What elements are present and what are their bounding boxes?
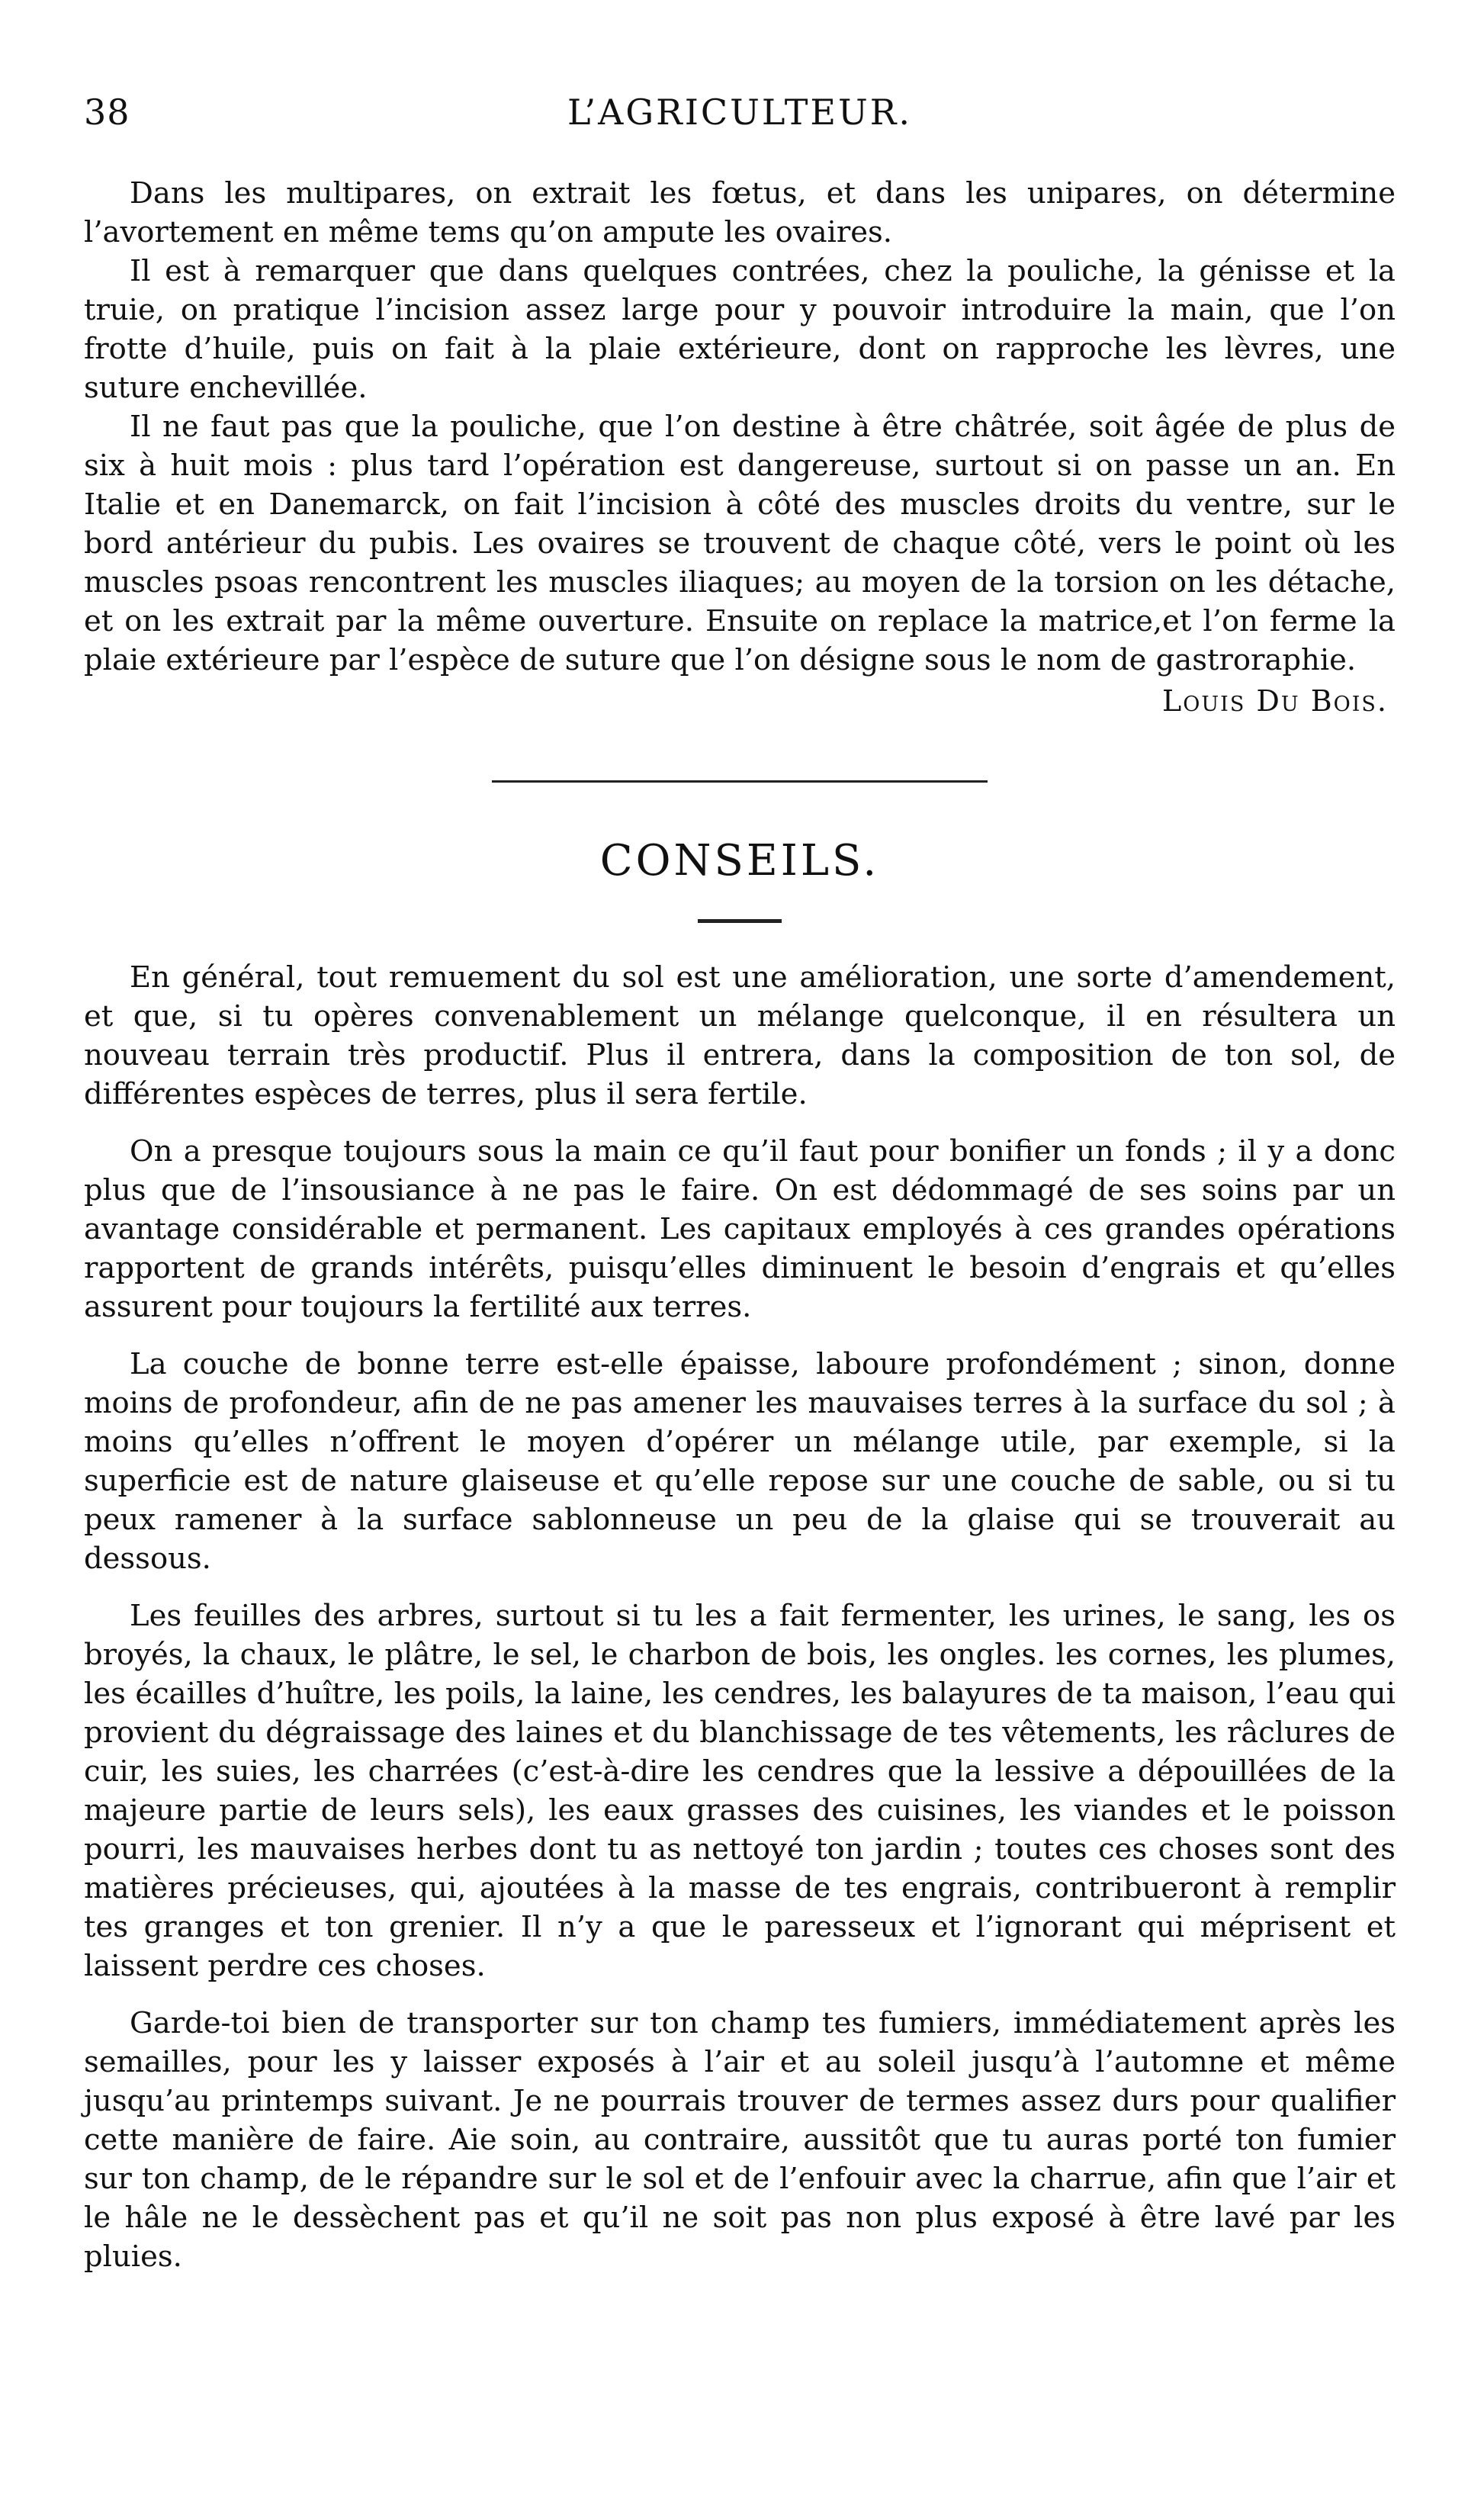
section-divider	[492, 780, 988, 783]
paragraph: On a presque toujours sous la main ce qu’il faut pour bonifier un fonds ; il y a donc plus que de l’insousiance à ne pas le faire. On est dédommagé de ses soins par un avantage considérable et permanent. Les capitaux employés à ces grandes opérations rapportent de grands intérêts, puisqu’elles diminuent le besoin d’engrais et qu’elles assurent pour toujours la fertilité aux terres.	[84, 1134, 1396, 1324]
book-page	[84, 92, 1396, 2276]
section-title: CONSEILS.	[599, 836, 880, 886]
author-signature: Louis Du Bois.	[1162, 684, 1388, 718]
article-castration	[84, 174, 1396, 718]
paragraph: Il est à remarquer que dans quelques contrées, chez la pouliche, la génisse et la truie, on pratique l’incision assez large pour y pouvoir introduire la main, que l’on frotte d’huile, puis on fait à la plaie extérieure, dont on rapproche les lèvres, une suture enchevillée.	[84, 254, 1396, 405]
article-conseils	[84, 958, 1396, 2276]
paragraph: Il ne faut pas que la pouliche, que l’on destine à être châtrée, soit âgée de plus de six à huit mois : plus tard l’opération est dangereuse, surtout si on passe un an. En Italie et en Danemarck, on fait l’incision à côté des muscles droits du ventre, sur le bord antérieur du pubis. Les ovaires se trouvent de chaque côté, vers le point où les muscles psoas rencontrent les muscles iliaques; au moyen de la torsion on les détache, et on les extrait par la même ouverture. Ensuite on replace la matrice,et l’on ferme la plaie extérieure par l’espèce de suture que l’on désigne sous le nom de gastroraphie.	[84, 410, 1396, 677]
paragraph: En général, tout remuement du sol est une amélioration, une sorte d’amendement, et que, si tu opères convenablement un mélange quelconque, il en résultera un nouveau terrain très productif. Plus il entrera, dans la composition de ton sol, de différentes espèces de terres, plus il sera fertile.	[84, 960, 1396, 1111]
title-rule	[698, 919, 782, 923]
paragraph: Dans les multipares, on extrait les fœtus, et dans les unipares, on détermine l’avortement en même tems qu’on ampute les ovaires.	[84, 176, 1396, 249]
paragraph: Les feuilles des arbres, surtout si tu les a fait fermenter, les urines, le sang, les os broyés, la chaux, le plâtre, le sel, le charbon de bois, les ongles. les cornes, les plumes, les écailles d’huître, les poils, la laine, les cendres, les balayures de ta maison, l’eau qui provient du dégraissage des laines et du blanchissage de tes vêtements, les râclures de cuir, les suies, les charrées (c’est-à-dire les cendres que la lessive a dépouillées de la majeure partie de leurs sels), les eaux grasses des cuisines, les viandes et le poisson pourri, les mauvaises herbes dont tu as nettoyé ton jardin ; toutes ces choses sont des matières précieuses, qui, ajoutées à la masse de tes engrais, contribueront à remplir tes granges et ton grenier. Il n’y a que le paresseux et l’ignorant qui méprisent et laissent perdre ces choses.	[84, 1599, 1396, 1983]
paragraph: La couche de bonne terre est-elle épaisse, laboure profondément ; sinon, donne moins de profondeur, afin de ne pas amener les mauvaises terres à la surface du sol ; à moins qu’elles n’offrent le moyen d’opérer un mélange utile, par exemple, si la superficie est de nature glaiseuse et qu’elle repose sur une couche de sable, ou si tu peux ramener à la surface sablonneuse un peu de la glaise qui se trouverait au dessous.	[84, 1347, 1396, 1576]
page-header	[84, 92, 1396, 153]
page-number: 38	[84, 92, 130, 133]
running-title: L’AGRICULTEUR.	[567, 92, 912, 133]
paragraph: Garde-toi bien de transporter sur ton champ tes fumiers, immédiatement après les semailles, pour les y laisser exposés à l’air et au soleil jusqu’à l’automne et même jusqu’au printemps suivant. Je ne pourrais trouver de termes assez durs pour qualifier cette manière de faire. Aie soin, au contraire, aussitôt que tu auras porté ton fumier sur ton champ, de le répandre sur le sol et de l’enfouir avec la charrue, afin que l’air et le hâle ne le dessèchent pas et qu’il ne soit pas non plus exposé à être lavé par les pluies.	[84, 2006, 1396, 2274]
